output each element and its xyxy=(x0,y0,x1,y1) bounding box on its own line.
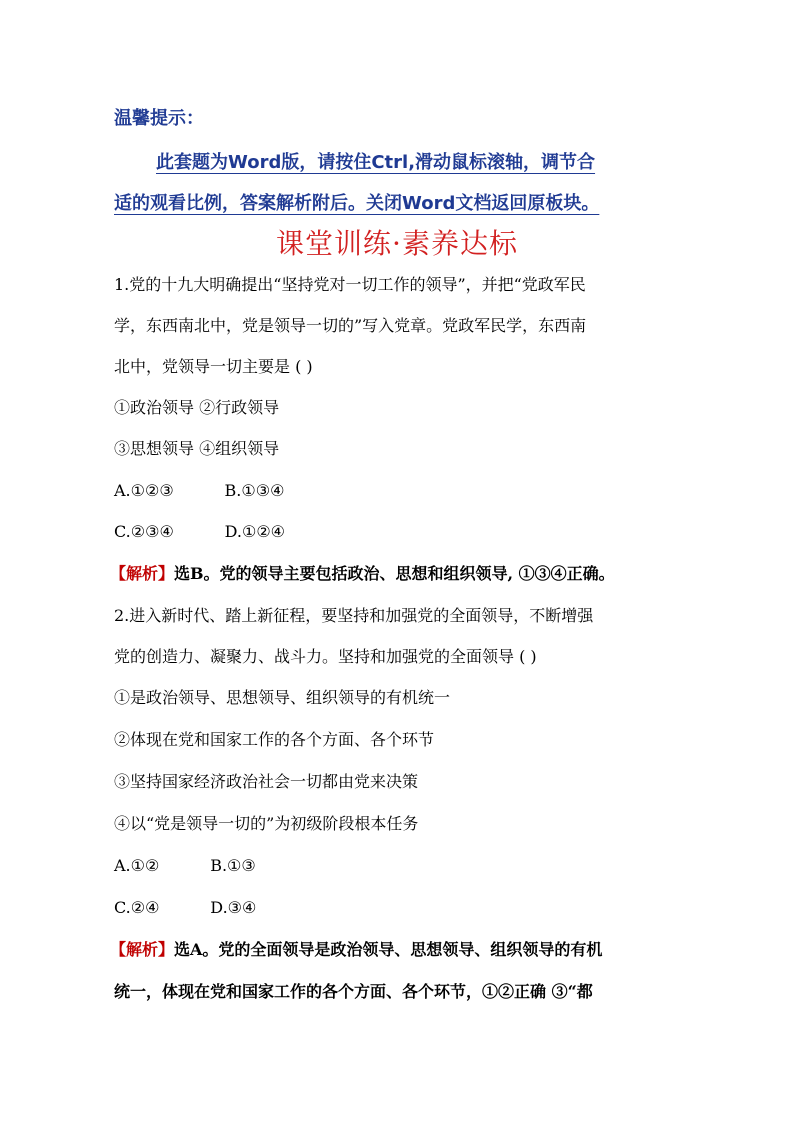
tip-line-2: 适的观看比例，答案解析附后。关闭Word文档返回原板块。 xyxy=(114,193,600,214)
q1-item-row-2: ③思想领导 ④组织领导 xyxy=(114,439,280,458)
q2-item-3: ③坚持国家经济政治社会一切都由党来决策 xyxy=(114,772,419,791)
q1-options-row-2: C.②③④ D.①②④ xyxy=(114,522,286,541)
q1-item-row-1: ①政治领导 ②行政领导 xyxy=(114,398,280,417)
q1-stem-line-3: 北中，党领导一切主要是 ( ) xyxy=(114,357,313,376)
q2-stem-line-2: 党的创造力、凝聚力、战斗力。坚持和加强党的全面领导 ( ) xyxy=(114,647,537,666)
q1-stem-line-1: 1.党的十九大明确提出“坚持党对一切工作的领导”，并把“党政军民 xyxy=(114,275,586,294)
tip-line-1: 此套题为Word版，请按住Ctrl,滑动鼠标滚轴，调节合 xyxy=(156,152,596,173)
analysis-tag: 【解析】 xyxy=(110,940,175,959)
q2-analysis-line-1 xyxy=(110,940,602,960)
tip-title: 温馨提示： xyxy=(114,108,204,129)
section-heading: 课堂训练·素养达标 xyxy=(276,227,518,260)
q1-stem-line-2: 学，东西南北中，党是领导一切的”写入党章。党政军民学，东西南 xyxy=(114,316,587,335)
q2-item-2: ②体现在党和国家工作的各个方面、各个环节 xyxy=(114,730,435,749)
q2-options-row-2: C.②④ D.③④ xyxy=(114,898,257,917)
analysis-tag: 【解析】 xyxy=(110,564,175,583)
q2-analysis-text-1: 选A。党的全面领导是政治领导、思想领导、组织领导的有机 xyxy=(174,940,603,959)
q2-analysis-line-2: 统一，体现在党和国家工作的各个方面、各个环节，①②正确 ③“都 xyxy=(114,982,593,1001)
q2-options-row-1: A.①② B.①③ xyxy=(114,856,256,875)
q1-options-row-1: A.①②③ B.①③④ xyxy=(114,481,285,500)
q1-analysis xyxy=(110,564,615,584)
q2-item-4: ④以“党是领导一切的”为初级阶段根本任务 xyxy=(114,814,419,833)
q1-analysis-text: 选B。党的领导主要包括政治、思想和组织领导, ①③④正确。 xyxy=(174,564,615,583)
q2-stem-line-1: 2.进入新时代、踏上新征程，要坚持和加强党的全面领导，不断增强 xyxy=(114,606,594,625)
q2-item-1: ①是政治领导、思想领导、组织领导的有机统一 xyxy=(114,688,451,707)
